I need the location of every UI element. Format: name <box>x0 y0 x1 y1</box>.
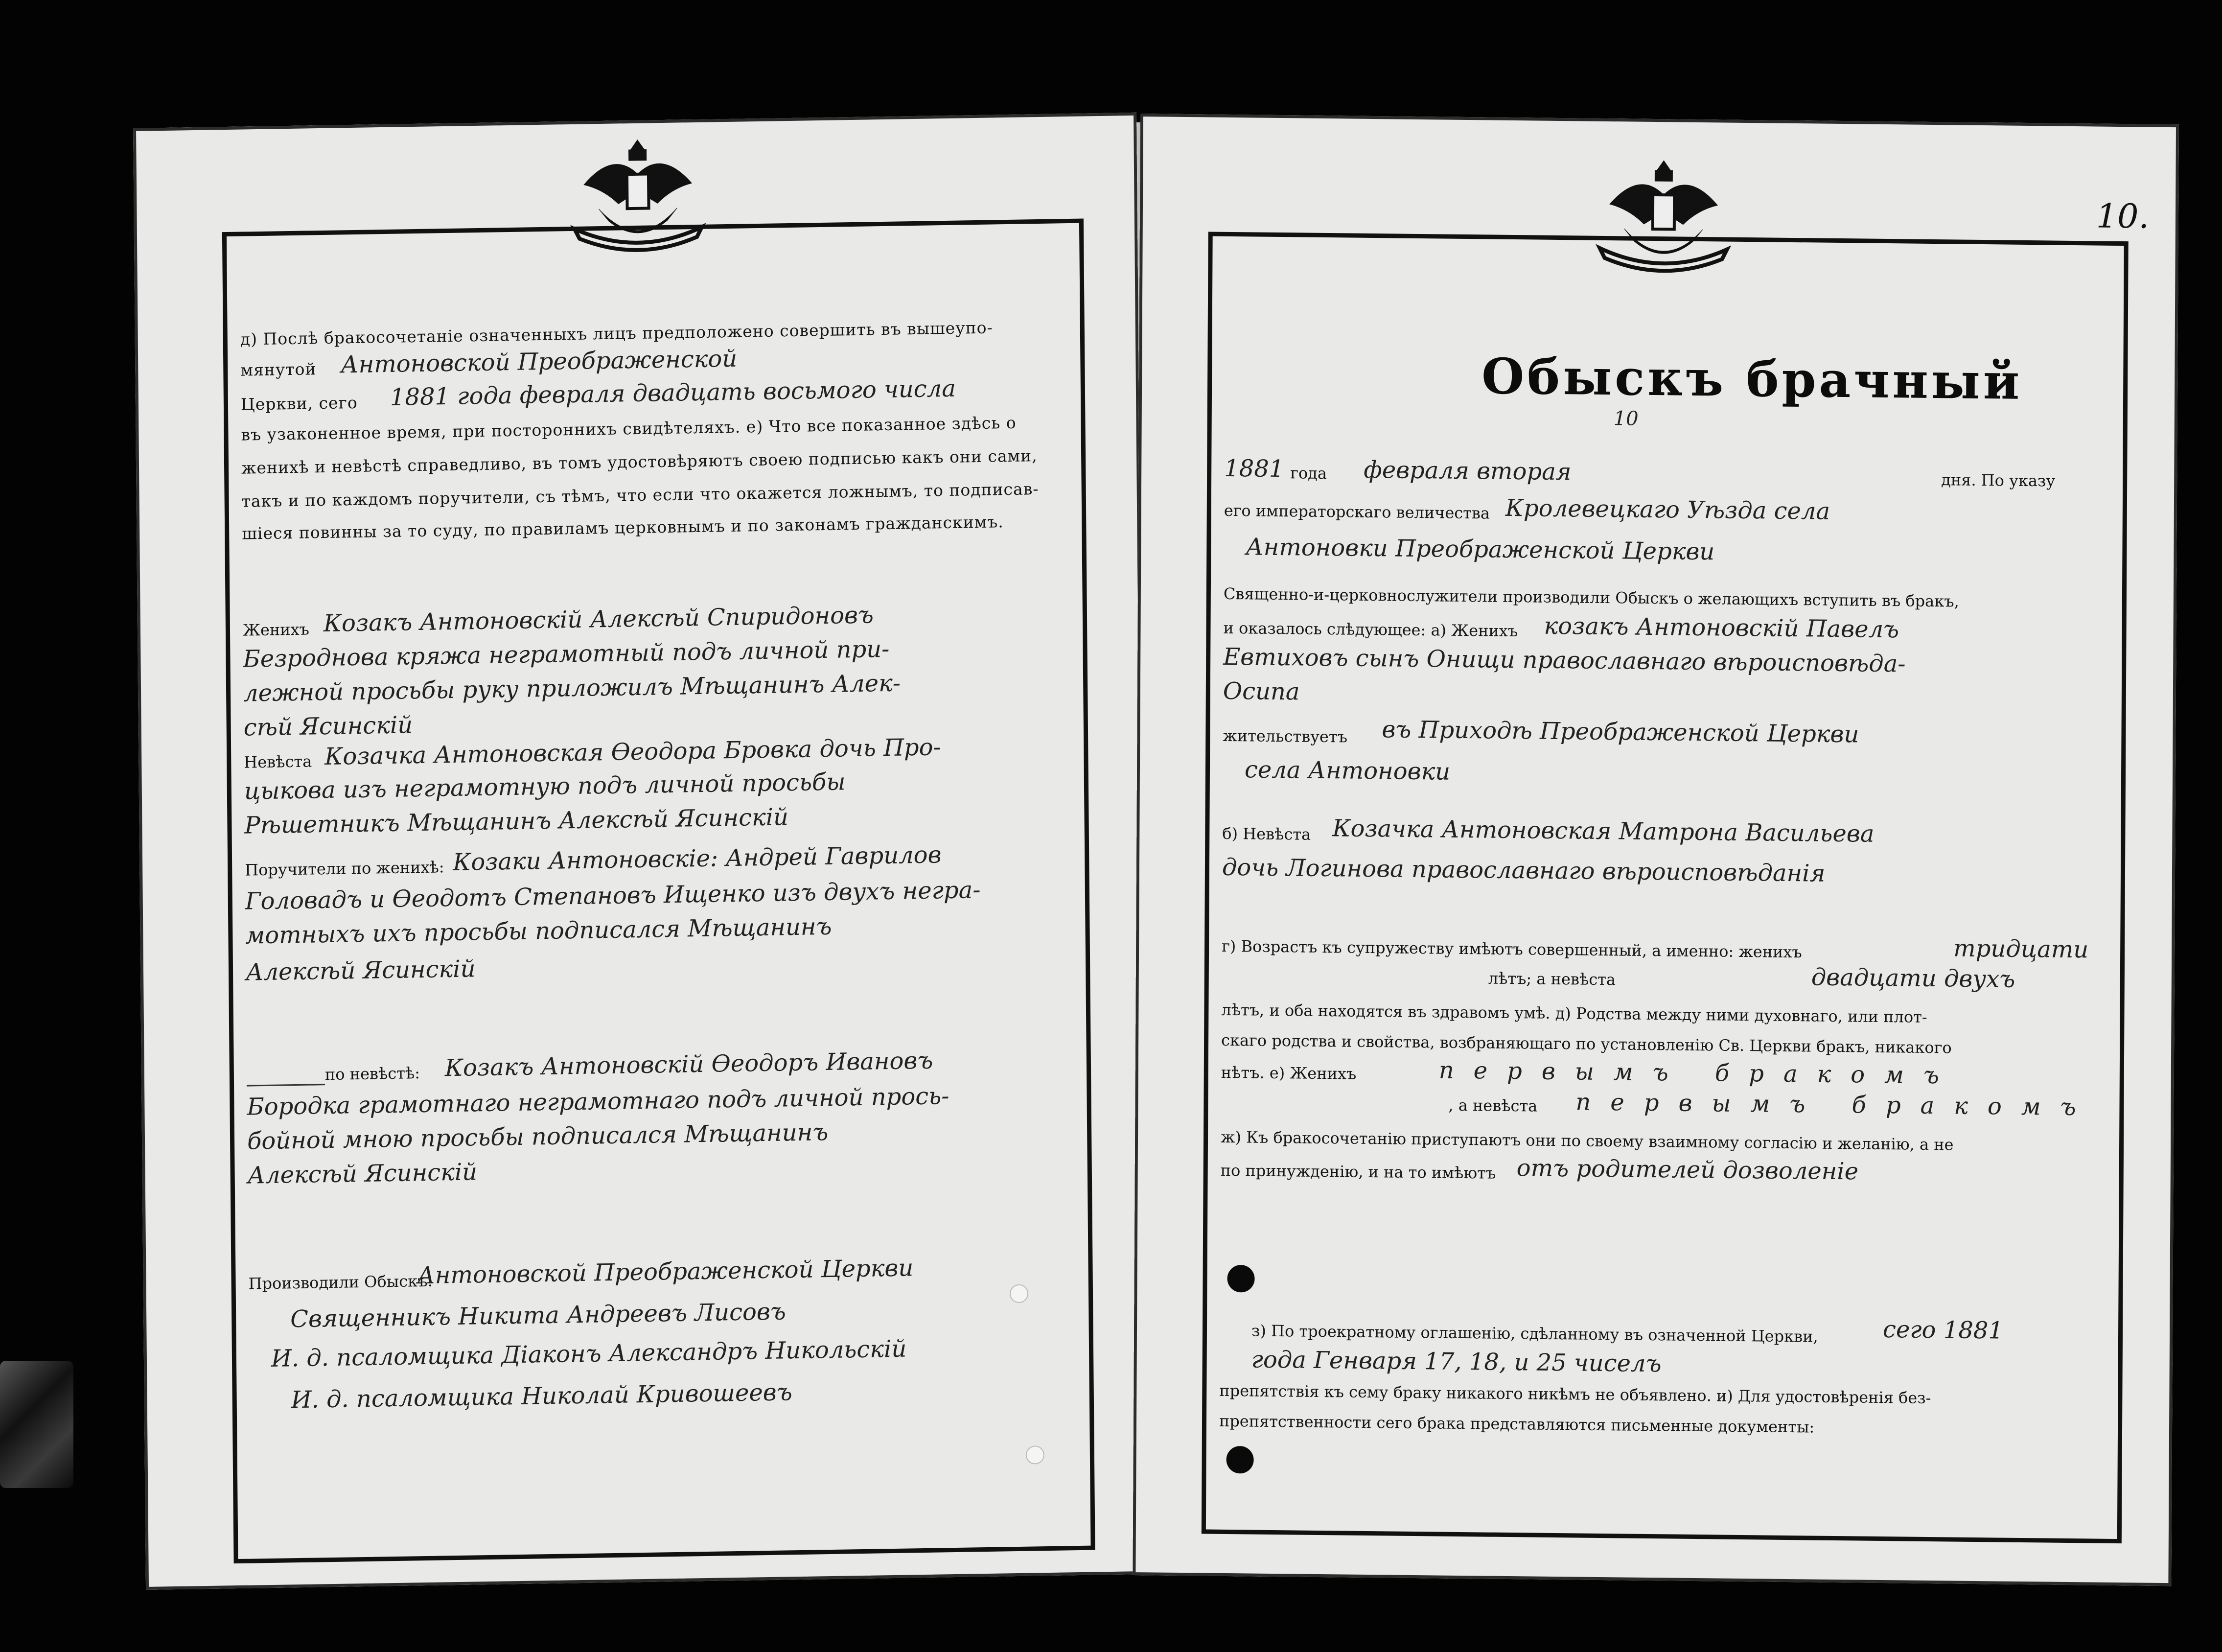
residence-hw-1: въ Приходѣ Преображенской Церкви <box>1382 716 1859 748</box>
residence-label: жительствуетъ <box>1223 726 1348 746</box>
banns-text-3: препятственности сего брака представляются письменные документы: <box>1219 1411 1815 1437</box>
groom-hw-3: Осипа <box>1223 677 1300 706</box>
performed-hw-4: И. д. псаломщика Николай Кривошеевъ <box>291 1378 792 1414</box>
banns-text-1: з) По троекратному оглашенію, сдѣланному въ означенной Церкви, <box>1251 1321 1818 1346</box>
groom-marriage-hw: первымъ бракомъ <box>1438 1056 1959 1090</box>
sureties-groom-hw-3: мотныхъ ихъ просьбы подписался Мѣщанинъ <box>245 912 832 950</box>
section-d-line-7: шіеся повинны за то суду, по правиламъ церковнымъ и по законамъ гражданскимъ. <box>242 512 1004 543</box>
banns-hw-2: года Генваря 17, 18, и 25 чиселъ <box>1251 1346 1662 1378</box>
sureties-bride-label-text: по невѣстѣ: <box>324 1064 420 1084</box>
section-d-line-4: въ узаконенное время, при постороннихъ свидѣтеляхъ. е) Что все показанное здѣсь о <box>241 413 1017 444</box>
church-name-hw: Антоновской Преображенской <box>341 345 738 379</box>
sureties-groom-label: Поручители по женихѣ: <box>245 858 444 880</box>
bride-hw-1: Козачка Антоновская Матрона Васильева <box>1332 814 1875 848</box>
sureties-bride-hw-3: бойной мною просьбы подписался Мѣщанинъ <box>247 1118 829 1155</box>
performed-hw-1: Антоновской Преображенской Церкви <box>417 1254 914 1290</box>
right-page <box>1133 114 2179 1586</box>
bride-hw-3: Рѣшетникъ Мѣщанинъ Алексѣй Ясинскій <box>244 803 789 839</box>
sureties-bride-hw-2: Бородка грамотнаго неграмотнаго подъ личной прось- <box>247 1082 949 1121</box>
groom-label: Женихъ <box>242 620 310 640</box>
performed-hw-2: Священникъ Никита Андреевъ Лисовъ <box>290 1298 787 1333</box>
section-d-line-5: женихѣ и невѣстѣ справедливо, въ томъ удостовѣряютъ своею подписью какъ они сами, <box>241 446 1038 478</box>
banns-hw-1: сего 1881 <box>1882 1316 2004 1345</box>
consent-hw: отъ родителей дозволеніе <box>1516 1154 1859 1186</box>
consent-text-1: ж) Къ бракосочетанію приступаютъ они по своему взаимному согласію и желанію, а не <box>1220 1127 1954 1154</box>
groom-hw-1: козакъ Антоновскій Павелъ <box>1544 612 1899 644</box>
age-groom-hw: тридцати <box>1953 934 2089 964</box>
sureties-bride-label <box>247 1064 420 1087</box>
consistory-hw: Кролевецкаго Уѣзда села <box>1505 494 1830 525</box>
age-text-5: нѣтъ. е) Женихъ <box>1221 1063 1357 1083</box>
residence-hw-2: села Антоновки <box>1244 756 1451 786</box>
groom-hw-1: Козакъ Антоновскій Алексѣй Спиридоновъ <box>323 601 874 638</box>
day-label: дня. По указу <box>1941 470 2056 490</box>
year-label: года <box>1290 464 1327 483</box>
banns-text-2: препятствія къ сему браку никакого никѣмъ не объявлено. и) Для удостовѣренія без- <box>1219 1381 1931 1408</box>
bride-marriage-label: , а невѣста <box>1448 1095 1538 1116</box>
majesty-label: его императорскаго величества <box>1224 501 1490 523</box>
age-text-4: скаго родства и свойства, возбраняющаго по установленію Св. Церкви бракъ, никакого <box>1221 1030 1952 1057</box>
page-title: Обыскъ брачный <box>1481 347 2023 411</box>
bride-marriage-hw: первымъ бракомъ <box>1575 1088 2096 1121</box>
year-hw: 1881 <box>1224 454 1284 483</box>
date-hw: февраля вторая <box>1364 456 1572 486</box>
bride-hw-2: дочь Логинова православнаго вѣроисповѣданія <box>1222 853 1826 887</box>
sub-number: 10 <box>1613 407 1639 430</box>
performed-hw-3: И. д. псаломщика Діаконъ Александръ Никольскій <box>271 1335 907 1373</box>
performed-label: Производили Обыскъ: <box>248 1271 433 1293</box>
age-text-1: г) Возрастъ къ супружеству имѣютъ совершенный, а именно: женихъ <box>1222 936 1802 962</box>
sureties-groom-hw-4: Алексѣй Ясинскій <box>245 955 476 986</box>
sureties-bride-hw-4: Алексѣй Ясинскій <box>247 1158 478 1189</box>
age-text-2: лѣтъ; а невѣста <box>1488 969 1616 989</box>
groom-hw-2: Безроднова кряжа неграмотный подъ личной при- <box>243 635 890 673</box>
page-number: 10. <box>2096 197 2150 236</box>
bride-hw-2: цыкова изъ неграмотную подъ личной просьбы <box>244 768 846 805</box>
groom-hw-4: сѣй Ясинскій <box>243 711 413 742</box>
found-text: и оказалось слѣдующее: а) Женихъ <box>1223 618 1518 641</box>
clergy-text: Священно-и-церковнослужители производили Обыскъ о желающихъ вступить въ бракъ, <box>1223 584 1959 611</box>
groom-hw-2: Евтиховъ сынъ Онищи православнаго вѣроисповѣда- <box>1223 643 1906 678</box>
age-text-3: лѣтъ, и оба находятся въ здравомъ умѣ. д) Родства между ними духовнаго, или плот- <box>1221 1000 1927 1026</box>
bride-label: б) Невѣста <box>1222 824 1311 844</box>
section-d-line-1: д) Послѣ бракосочетаніе означенныхъ лицъ предположено совершить въ вышеупо- <box>240 318 993 349</box>
left-page <box>133 113 1149 1590</box>
sureties-bride-hw-1: Козакъ Антоновскій Ѳеодоръ Ивановъ <box>444 1047 933 1082</box>
age-bride-hw: двадцати двухъ <box>1811 963 2015 993</box>
bride-hw-1: Козачка Антоновская Ѳеодора Бровка дочь Про- <box>324 733 942 771</box>
date-hw: 1881 года февраля двадцать восьмого числа <box>390 374 956 411</box>
sureties-groom-hw-2: Головадъ и Ѳеодотъ Степановъ Ищенко изъ двухъ негра- <box>245 876 981 915</box>
punch-hole-2 <box>1226 1446 1253 1474</box>
bride-label: Невѣста <box>244 752 312 772</box>
sureties-groom-hw-1: Козаки Антоновскіе: Андрей Гаврилов <box>452 841 942 876</box>
dash-line <box>247 1065 325 1087</box>
church-hw: Антоновки Преображенской Церкви <box>1246 533 1715 566</box>
section-d-line-6: такъ и по каждомъ поручители, съ тѣмъ, что если что окажется ложнымъ, то подписав- <box>241 479 1039 511</box>
binder-clip <box>0 1361 73 1488</box>
section-d-line-3: Церкви, сего <box>240 393 358 414</box>
section-d-line-2: мянутой <box>240 359 317 380</box>
consent-text-2: по принужденію, и на то имѣютъ <box>1220 1161 1496 1183</box>
punch-hole-1 <box>1227 1265 1254 1293</box>
groom-hw-3: лежной просьбы руку приложилъ Мѣщанинъ Алек- <box>243 669 901 707</box>
